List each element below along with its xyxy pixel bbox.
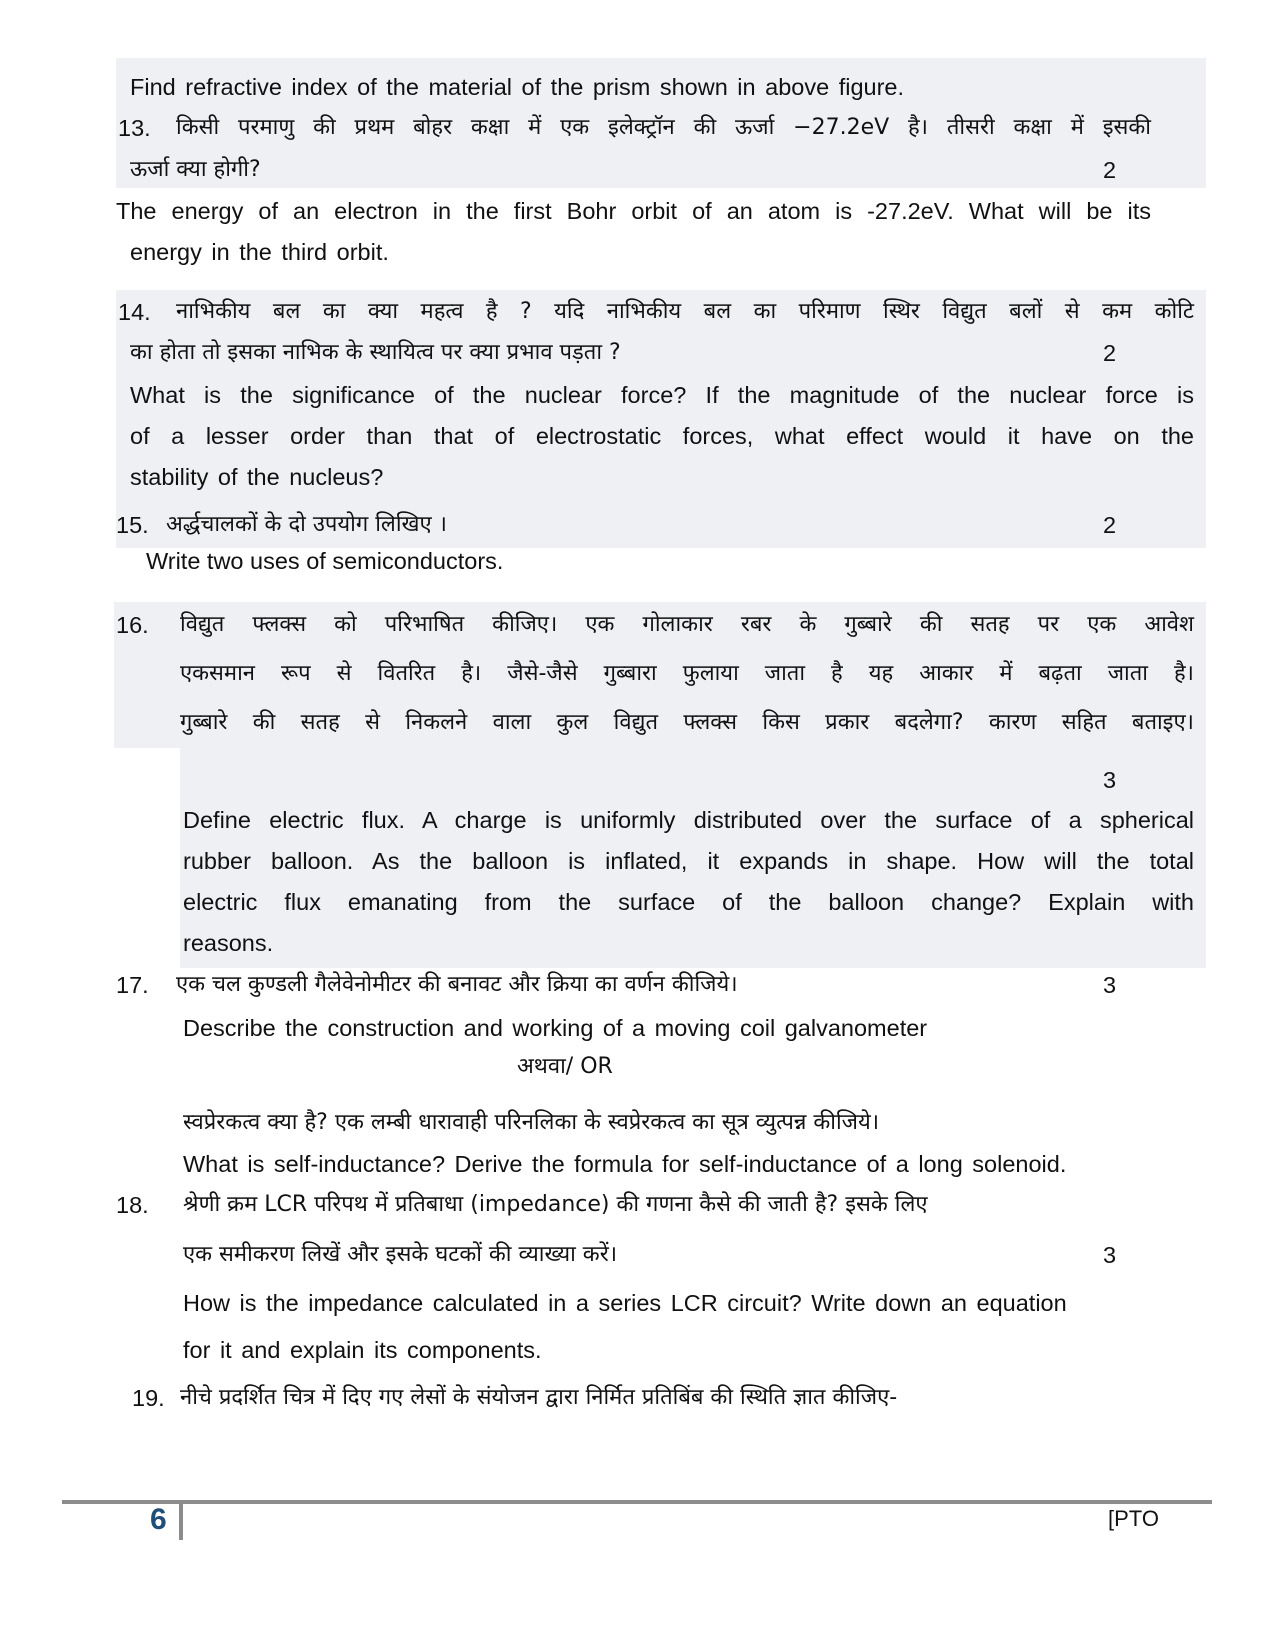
q16-english-line: rubber balloon. As the balloon is inflated, it expands in shape. How will the total (183, 848, 1194, 874)
q18-english-line: for it and explain its components. (183, 1337, 542, 1363)
q17-hindi-line: एक चल कुण्डली गैलेवेनोमीटर की बनावट और क्रिया का वर्णन कीजिये। (176, 972, 738, 997)
question-marks: 2 (1103, 512, 1117, 538)
question-number: 14. (118, 299, 151, 325)
q14-hindi-line: नाभिकीय बल का क्या महत्व है ? यदि नाभिकीय बल का परिमाण स्थिर विद्युत बलों से कम कोटि (176, 299, 1194, 324)
question-marks: 2 (1103, 340, 1117, 366)
q19-hindi-line: नीचे प्रदर्शित चित्र में दिए गए लेसों के संयोजन द्वारा निर्मित प्रतिबिंब की स्थिति ज्ञात कीजिए- (180, 1385, 898, 1410)
q15-hindi-line: अर्द्धचालकों के दो उपयोग लिखिए । (166, 512, 448, 537)
q13-english-line: The energy of an electron in the first Bohr orbit of an atom is -27.2eV. What will be its (116, 198, 1151, 224)
q18-english-line: How is the impedance calculated in a series LCR circuit? Write down an equation (183, 1290, 1067, 1316)
q18-hindi-line: एक समीकरण लिखें और इसके घटकों की व्याख्या करें। (183, 1242, 618, 1267)
q17-alt-english-line: What is self-inductance? Derive the formula for self-inductance of a long solenoid. (183, 1151, 1067, 1177)
q16-english-line: electric flux emanating from the surface of the balloon change? Explain with (183, 889, 1194, 915)
question-number: 18. (116, 1192, 149, 1218)
q15-english-line: Write two uses of semiconductors. (146, 548, 504, 574)
q14-hindi-line: का होता तो इसका नाभिक के स्थायित्व पर क्या प्रभाव पड़ता ? (130, 340, 621, 365)
page-number-divider (179, 1500, 183, 1540)
question-number: 19. (132, 1385, 165, 1411)
or-separator: अथवा/ OR (517, 1054, 613, 1079)
q18-hindi-line: श्रेणी क्रम LCR परिपथ में प्रतिबाधा (impedance) की गणना कैसे की जाती है? इसके लिए (183, 1192, 928, 1217)
q12-tail-text: Find refractive index of the material of the prism shown in above figure. (130, 74, 905, 100)
q16-hindi-line: एकसमान रूप से वितरित है। जैसे-जैसे गुब्बारा फुलाया जाता है यह आकार में बढ़ता जाता है। (180, 661, 1194, 686)
question-marks: 3 (1103, 767, 1117, 793)
q17-english-line: Describe the construction and working of a moving coil galvanometer (183, 1015, 928, 1041)
q14-english-line: stability of the nucleus? (130, 464, 384, 490)
pto-label: [PTO (1108, 1506, 1159, 1531)
question-number: 16. (116, 612, 149, 638)
q16-english-line: reasons. (183, 930, 274, 956)
question-number: 17. (116, 972, 149, 998)
question-marks: 2 (1103, 157, 1117, 183)
question-marks: 3 (1103, 972, 1117, 998)
q13-hindi-line: किसी परमाणु की प्रथम बोहर कक्षा में एक इलेक्ट्रॉन की ऊर्जा −27.2eV है। तीसरी कक्षा में इसकी (176, 115, 1151, 140)
q13-hindi-line: ऊर्जा क्या होगी? (130, 157, 261, 182)
q16-hindi-line: विद्युत फ्लक्स को परिभाषित कीजिए। एक गोलाकार रबर के गुब्बारे की सतह पर एक आवेश (180, 612, 1194, 637)
question-marks: 3 (1103, 1242, 1117, 1268)
q14-english-line: of a lesser order than that of electrostatic forces, what effect would it have on the (130, 423, 1194, 449)
page-number: 6 (150, 1503, 167, 1536)
q14-english-line: What is the significance of the nuclear force? If the magnitude of the nuclear force is (130, 382, 1194, 408)
q16-hindi-line: गुब्बारे की सतह से निकलने वाला कुल विद्युत फ्लक्स किस प्रकार बदलेगा? कारण सहित बताइए। (180, 710, 1194, 735)
q16-english-line: Define electric flux. A charge is uniformly distributed over the surface of a spherical (183, 807, 1194, 833)
q13-english-line: energy in the third orbit. (130, 239, 389, 265)
footer-rule (62, 1500, 1212, 1504)
q17-alt-hindi-line: स्वप्रेरकत्व क्या है? एक लम्बी धारावाही परिनलिका के स्वप्रेरकत्व का सूत्र व्युत्पन्न कीजिये। (183, 1110, 880, 1135)
question-number: 13. (118, 115, 151, 141)
question-number: 15. (116, 512, 149, 538)
